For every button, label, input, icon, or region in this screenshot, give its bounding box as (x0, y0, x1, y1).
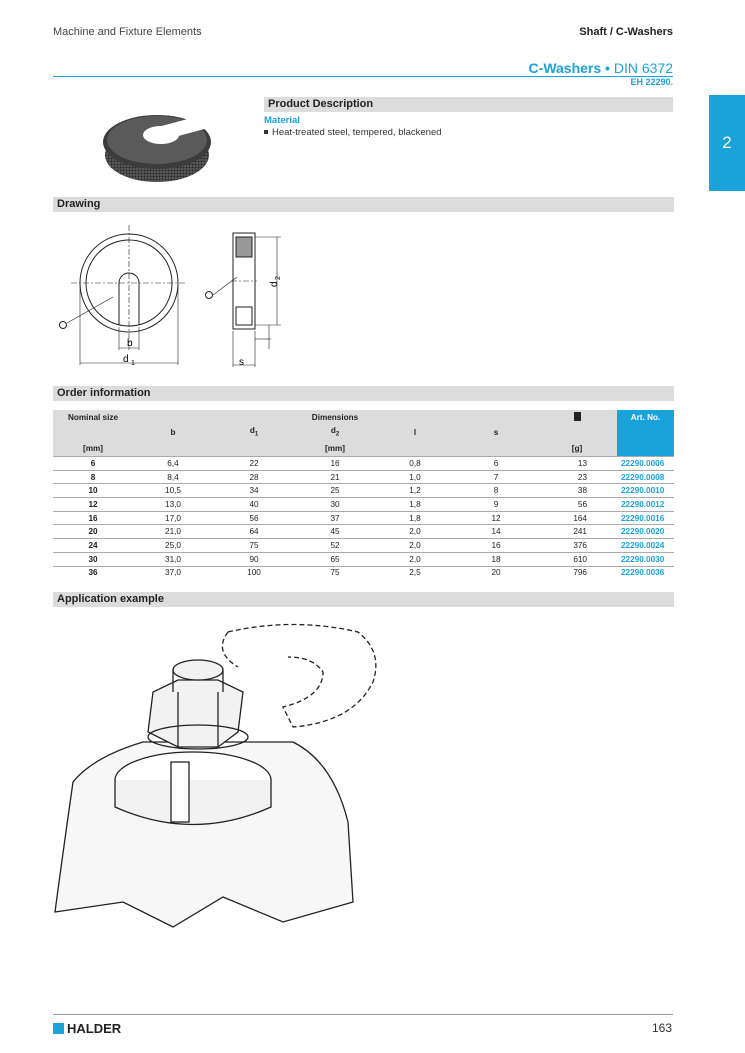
page-title (529, 60, 673, 76)
art-no-cell[interactable]: 22290.0030 (617, 552, 674, 566)
col-dimensions: Dimensions (311, 412, 359, 422)
table-header-row (53, 410, 674, 424)
art-no-cell[interactable]: 22290.0010 (617, 484, 674, 498)
brand-name: HALDER (67, 1021, 122, 1036)
art-no-cell[interactable]: 22290.0008 (617, 470, 674, 484)
title-main: C-Washers • (528, 60, 610, 76)
table-cell: 2,0 (375, 552, 455, 566)
table-cell: 1,2 (375, 484, 455, 498)
table-cell: 164 (537, 511, 617, 525)
bullet-icon (264, 130, 268, 134)
label-d1: d (123, 354, 129, 365)
table-cell: 30 (53, 552, 133, 566)
table-cell: 30 (295, 498, 375, 512)
unit-mm-dimensions: [mm] (324, 443, 345, 453)
page-number: 163 (651, 1021, 672, 1035)
table-cell: 1,8 (375, 498, 455, 512)
table-row (53, 539, 674, 553)
title-din: DIN 6372 (613, 60, 673, 76)
table-cell: 16 (295, 457, 375, 471)
table-cell: 7 (455, 470, 537, 484)
table-cell: 22 (213, 457, 295, 471)
table-cell: 1,8 (375, 511, 455, 525)
section-order-information: Order information (53, 386, 674, 401)
table-cell: 75 (213, 539, 295, 553)
table-row (53, 457, 674, 471)
table-cell: 65 (295, 552, 375, 566)
table-cell: 8 (53, 470, 133, 484)
art-no-cell[interactable]: 22290.0016 (617, 511, 674, 525)
table-cell: 28 (213, 470, 295, 484)
col-d1: $d_1$ (249, 426, 259, 438)
table-cell: 10,5 (133, 484, 213, 498)
table-cell: 6,4 (133, 457, 213, 471)
weight-icon (537, 410, 617, 424)
table-cell: 610 (537, 552, 617, 566)
table-cell: 0,8 (375, 457, 455, 471)
table-cell: 376 (537, 539, 617, 553)
table-cell: 14 (455, 525, 537, 539)
material-item (264, 127, 442, 138)
unit-g: [g] (571, 443, 583, 453)
table-cell: 37,0 (133, 566, 213, 579)
table-cell: 8 (455, 484, 537, 498)
table-cell: 25,0 (133, 539, 213, 553)
table-cell: 56 (537, 498, 617, 512)
table-row (53, 498, 674, 512)
table-cell: 52 (295, 539, 375, 553)
brand-logo (53, 1021, 121, 1036)
unit-mm: [mm] (82, 443, 103, 453)
table-cell: 2,0 (375, 525, 455, 539)
table-cell: 2,5 (375, 566, 455, 579)
material-text: Heat-treated steel, tempered, blackened (272, 127, 442, 138)
order-table (53, 410, 674, 579)
table-cell: 100 (213, 566, 295, 579)
art-no-cell[interactable]: 22290.0006 (617, 457, 674, 471)
header-category: Machine and Fixture Elements (53, 26, 202, 38)
table-cell: 12 (455, 511, 537, 525)
material-heading: Material (264, 115, 300, 126)
table-cell: 241 (537, 525, 617, 539)
table-cell: 2,0 (375, 539, 455, 553)
table-cell: 45 (295, 525, 375, 539)
table-cell: 9 (455, 498, 537, 512)
table-cell: 23 (537, 470, 617, 484)
section-application-example: Application example (53, 592, 674, 607)
table-cell: 12 (53, 498, 133, 512)
table-cell: 13 (537, 457, 617, 471)
col-s: s (493, 427, 499, 437)
table-cell: 1,0 (375, 470, 455, 484)
label-s: s (239, 357, 244, 368)
table-cell: 16 (455, 539, 537, 553)
label-d1-sub: 1 (131, 360, 135, 367)
col-l: l (413, 427, 417, 437)
technical-drawing (53, 215, 313, 375)
art-no-cell[interactable]: 22290.0036 (617, 566, 674, 579)
product-photo (95, 100, 220, 185)
label-b: b (127, 338, 133, 349)
product-code: EH 22290. (630, 77, 673, 87)
art-no-cell[interactable]: 22290.0024 (617, 539, 674, 553)
art-no-cell[interactable]: 22290.0012 (617, 498, 674, 512)
art-no-cell[interactable]: 22290.0020 (617, 525, 674, 539)
table-row (53, 566, 674, 579)
table-cell: 21,0 (133, 525, 213, 539)
table-cell: 13,0 (133, 498, 213, 512)
table-row (53, 470, 674, 484)
table-row (53, 525, 674, 539)
section-product-description: Product Description (264, 97, 673, 112)
footer-rule (53, 1014, 673, 1015)
label-d2: d (269, 281, 280, 287)
table-cell: 56 (213, 511, 295, 525)
table-cell: 17,0 (133, 511, 213, 525)
table-cell: 796 (537, 566, 617, 579)
table-cell: 34 (213, 484, 295, 498)
table-row (53, 511, 674, 525)
table-cell: 20 (53, 525, 133, 539)
table-cell: 25 (295, 484, 375, 498)
table-cell: 37 (295, 511, 375, 525)
col-art-no: Art. No. (617, 410, 674, 424)
table-cell: 64 (213, 525, 295, 539)
table-cell: 8,4 (133, 470, 213, 484)
table-cell: 38 (537, 484, 617, 498)
header-section: Shaft / C-Washers (579, 26, 673, 38)
table-cell: 31,0 (133, 552, 213, 566)
col-nominal: Nominal size (67, 412, 119, 422)
application-illustration (53, 612, 393, 937)
table-cell: 18 (455, 552, 537, 566)
col-d2: $d_2$ (330, 426, 340, 438)
table-cell: 6 (53, 457, 133, 471)
table-cell: 21 (295, 470, 375, 484)
table-cell: 16 (53, 511, 133, 525)
table-cell: 10 (53, 484, 133, 498)
label-d2-sub: 2 (275, 276, 282, 280)
table-cell: 90 (213, 552, 295, 566)
table-cell: 75 (295, 566, 375, 579)
table-row (53, 552, 674, 566)
table-cell: 36 (53, 566, 133, 579)
col-b: b (170, 427, 176, 437)
chapter-tab[interactable]: 2 (709, 95, 745, 191)
table-cell: 40 (213, 498, 295, 512)
table-cell: 6 (455, 457, 537, 471)
logo-icon (53, 1023, 64, 1034)
table-row (53, 484, 674, 498)
table-cell: 24 (53, 539, 133, 553)
table-cell: 20 (455, 566, 537, 579)
header-rule (53, 76, 673, 77)
section-drawing: Drawing (53, 197, 674, 212)
